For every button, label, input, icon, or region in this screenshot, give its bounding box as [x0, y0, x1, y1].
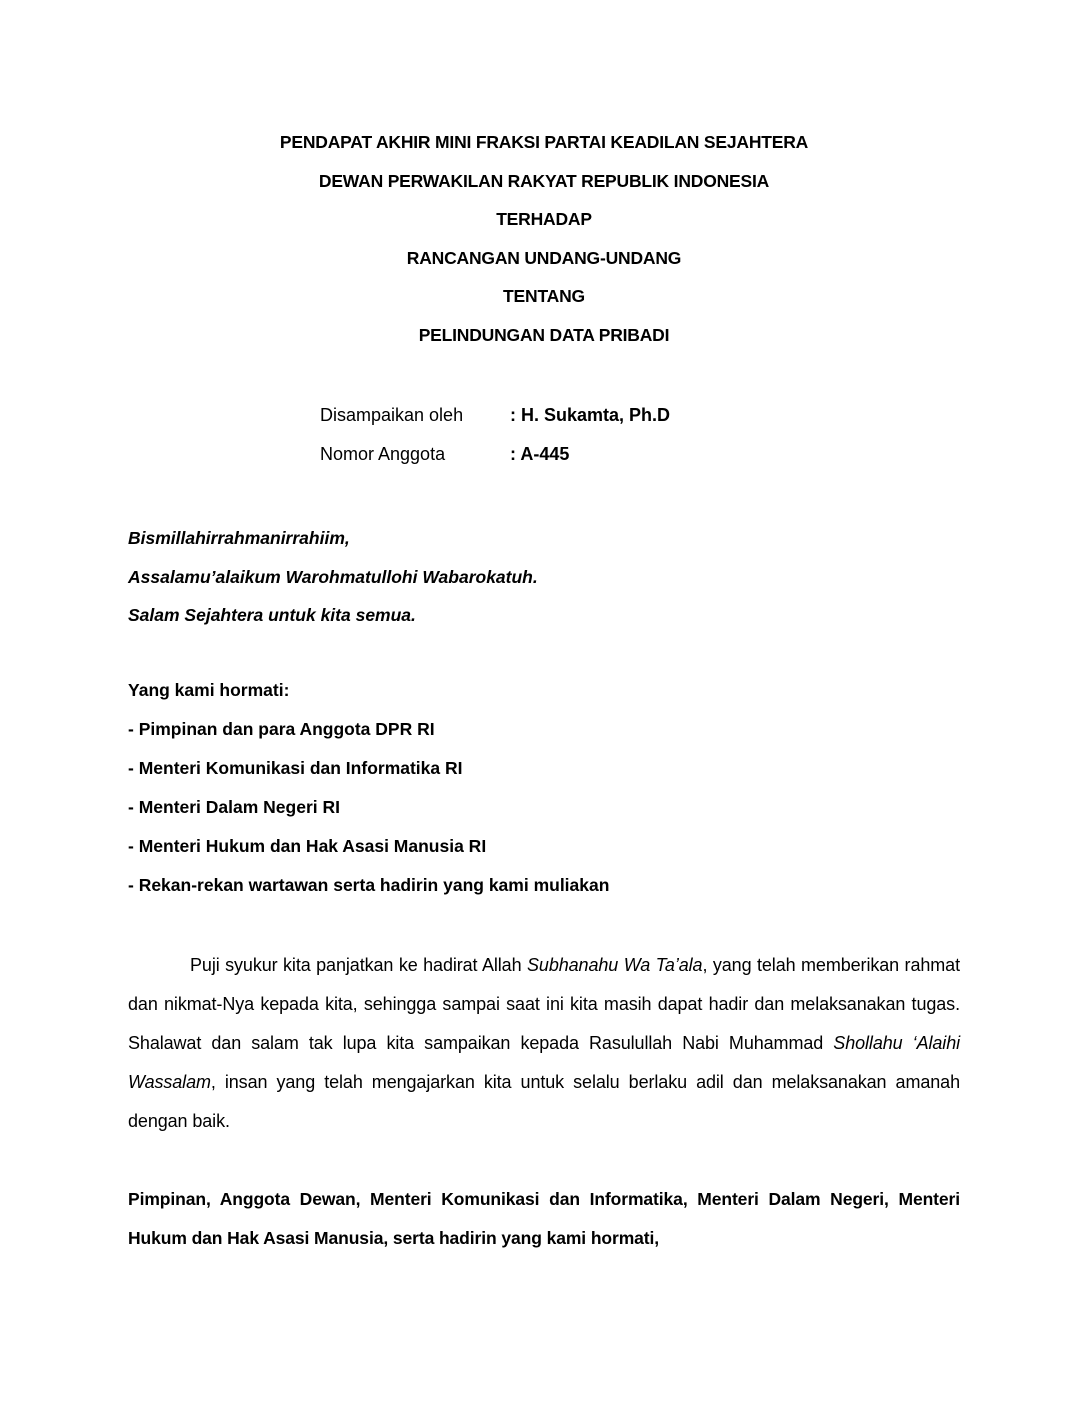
list-item: - Menteri Hukum dan Hak Asasi Manusia RI [128, 836, 487, 856]
paragraph-text: , insan yang telah mengajarkan kita untuk selalu berlaku adil dan melaksanakan amanah dengan baik. [128, 1072, 960, 1131]
member-label: Nomor Anggota [320, 444, 446, 464]
presenter-label: Disampaikan oleh [320, 405, 464, 425]
paragraph-text: , yang telah memberikan rahmat dan nikmat-Nya kepada kita, sehingga sampai saat ini kita masih dapat hadir dan melaksanakan tugas. Shalawat dan salam tak lupa kita sampaikan kepada Rasulullah Nabi Muhammad [128, 955, 960, 1053]
body-paragraph [128, 946, 960, 1141]
presenter-row [320, 400, 670, 439]
title-line: RANCANGAN UNDANG-UNDANG [406, 247, 682, 268]
greeting-line: Salam Sejahtera untuk kita semua. [128, 605, 416, 625]
paragraph-italic: Shollahu ‘Alaihi Wassalam [128, 1033, 960, 1092]
paragraph-italic: Subhanahu Wa Ta’ala [527, 955, 703, 975]
respected-heading: Yang kami hormati: [128, 680, 290, 700]
title-line: PELINDUNGAN DATA PRIBADI [418, 324, 670, 345]
list-item: - Rekan-rekan wartawan serta hadirin yang kami muliakan [128, 875, 610, 895]
paragraph-text: Puji syukur kita panjatkan ke hadirat Allah [190, 955, 527, 975]
document-title [0, 128, 1088, 359]
member-row [320, 439, 670, 478]
greeting-line: Bismillahirrahmanirrahiim, [128, 528, 350, 548]
presenter-value: : H. Sukamta, Ph.D [510, 405, 671, 425]
respected-list [128, 675, 609, 909]
list-item: - Pimpinan dan para Anggota DPR RI [128, 719, 435, 739]
presenter-info [320, 400, 670, 478]
member-value: : A-445 [510, 444, 570, 464]
closing-salutation: Pimpinan, Anggota Dewan, Menteri Komunikasi dan Informatika, Menteri Dalam Negeri, Menteri Hukum dan Hak Asasi Manusia, serta hadirin yang kami hormati, [128, 1189, 960, 1248]
list-item: - Menteri Komunikasi dan Informatika RI [128, 758, 463, 778]
list-item: - Menteri Dalam Negeri RI [128, 797, 340, 817]
greeting-line: Assalamu’alaikum Warohmatullohi Wabarokatuh. [128, 566, 538, 587]
title-line: TENTANG [503, 286, 585, 306]
opening-greetings [128, 523, 538, 639]
title-line: DEWAN PERWAKILAN RAKYAT REPUBLIK INDONESIA [318, 170, 770, 191]
title-line: TERHADAP [496, 209, 592, 229]
title-line: PENDAPAT AKHIR MINI FRAKSI PARTAI KEADILAN SEJAHTERA [279, 132, 809, 152]
